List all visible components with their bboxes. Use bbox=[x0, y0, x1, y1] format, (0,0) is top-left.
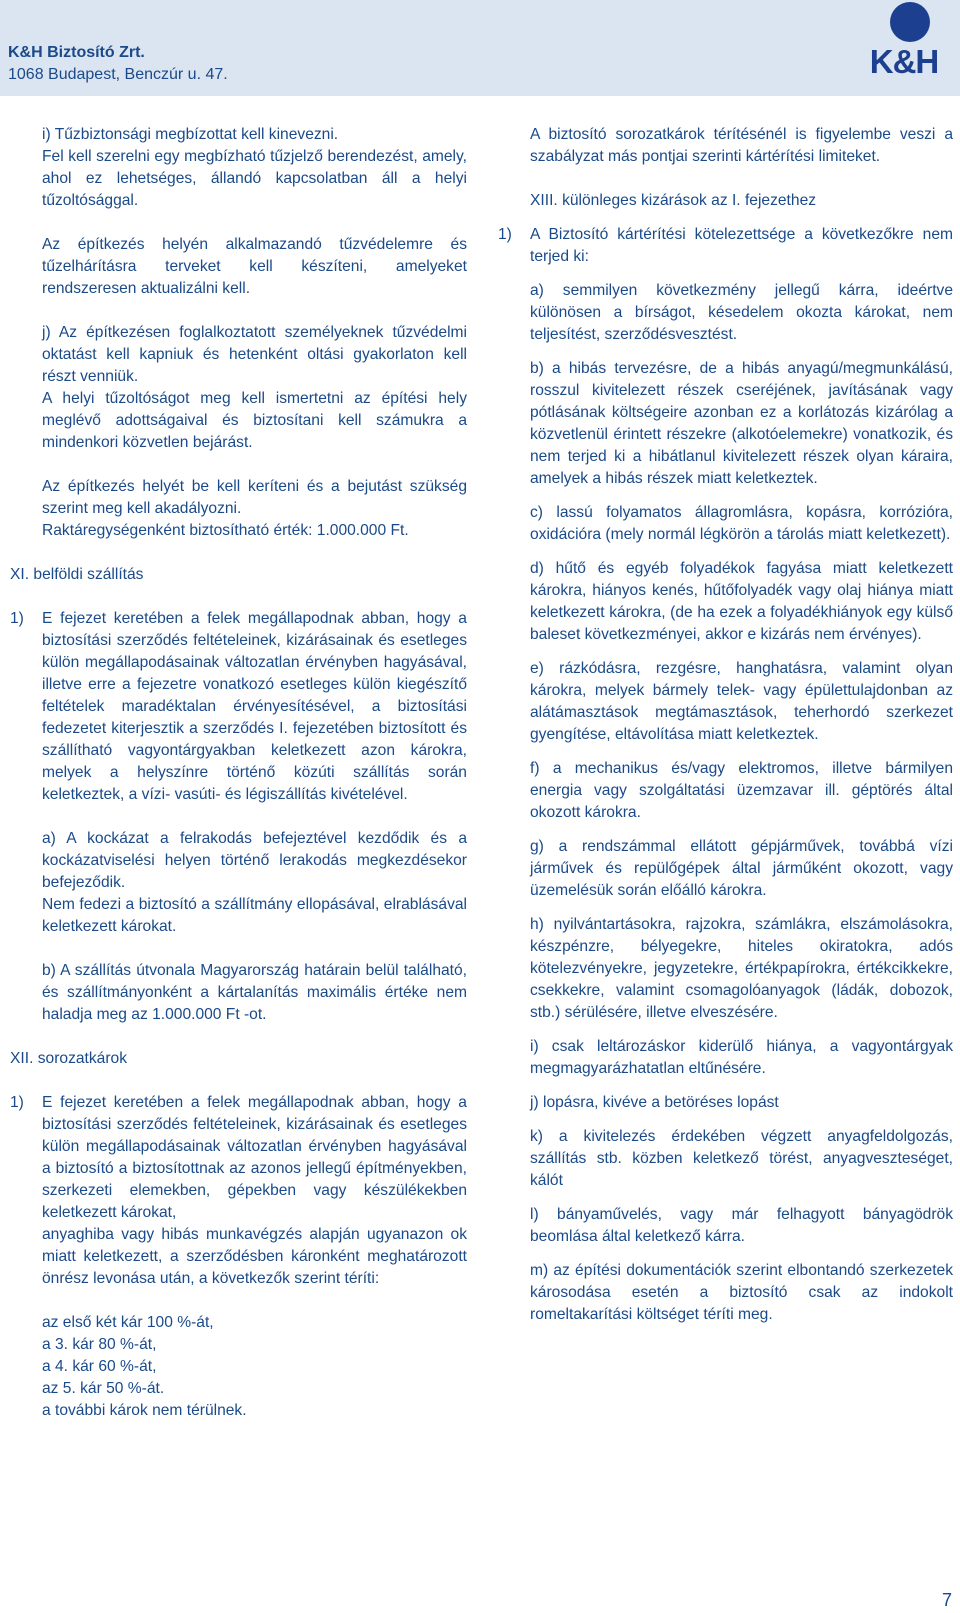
paragraph: j) Az építkezésen foglalkoztatott személyeknek tűzvédelmi oktatást kell kapniuk és hetenként oltási gyakorlaton kell részt venniük. bbox=[42, 324, 467, 385]
company-info bbox=[8, 42, 228, 86]
paragraph: anyaghiba vagy hibás munkavégzés alapján ugyanazon ok miatt keletkezett, a szerződésben káronként meghatározott önrész levonása után, a következők szerint téríti: bbox=[42, 1226, 467, 1287]
left-column bbox=[10, 124, 467, 1422]
logo-circle-icon bbox=[890, 2, 930, 42]
exclusion-item: a) semmilyen következmény jellegű kárra, ideértve különösen a bírságot, késedelem okozta károkat, nem teljesítést, szerződésvesztést. bbox=[530, 282, 953, 343]
paragraph: A biztosító sorozatkárok térítésénél is figyelembe veszi a szabályzat más pontjai szerinti kártérítési limiteket. bbox=[530, 126, 953, 165]
exclusion-item: b) a hibás tervezésre, de a hibás anyagú/megmunkálású, rosszul kivitelezett részek cseréjének, javításának vagy pótlásának költségeire azonban ez a korlátozás kizárólag a közvetlenül érintett részekre (alkotóelemekre) vonatkozik, és nem terjed ki a hibátlanul kivitelezett részek olyan káraira, amelyek a hibás részek miatt keletkeztek. bbox=[530, 360, 953, 487]
paragraph: A Biztosító kártérítési kötelezettsége a következőkre nem terjed ki: bbox=[530, 226, 953, 265]
paragraph: i) Tűzbiztonsági megbízottat kell kinevezni. bbox=[42, 126, 339, 143]
exclusion-item: l) bányaművelés, vagy már felhagyott bányagödrök beomlása által keletkező kárra. bbox=[530, 1206, 953, 1245]
item-number: 1) bbox=[498, 226, 512, 243]
list-item: a 3. kár 80 %-át, bbox=[42, 1336, 157, 1353]
numbered-item bbox=[10, 608, 467, 806]
item-number: 1) bbox=[10, 610, 24, 627]
exclusion-item: g) a rendszámmal ellátott gépjárművek, továbbá vízi járművek és repülőgépek által járműként okozott, vagy üzemelésük során előálló károkra. bbox=[530, 838, 953, 899]
section-heading-xi: XI. belföldi szállítás bbox=[10, 566, 144, 583]
exclusion-item: j) lopásra, kivéve a betöréses lopást bbox=[530, 1094, 779, 1111]
paragraph: E fejezet keretében a felek megállapodnak abban, hogy a biztosítási szerződés feltételeinek, kizárásainak és esetleges külön megállapodásainak változatlan érvényben hagyásával a biztosító a biztosítottnak az azonos jellegű építményekben, szerkezeti elemekben, gépekben vagy készülékekben keletkezett károkat, bbox=[42, 1094, 467, 1221]
paragraph: Az építkezés helyét be kell keríteni és a bejutást szükség szerint meg kell akadályozni. bbox=[42, 478, 467, 517]
exclusion-item: i) csak leltározáskor kiderülő hiánya, a vagyontárgyak megmagyarázhatatlan eltűnésére. bbox=[530, 1038, 953, 1077]
rate-list bbox=[42, 1312, 467, 1422]
exclusion-item: e) rázkódásra, rezgésre, hanghatásra, valamint olyan károkra, melyek bármely telek- vagy épülettulajdonban az alátámasztások megtámasztások, teherhordó szerkezet gyengítése, eltávolítása miatt keletkeztek. bbox=[530, 660, 953, 743]
list-item: az első két kár 100 %-át, bbox=[42, 1314, 214, 1331]
company-address: 1068 Budapest, Benczúr u. 47. bbox=[8, 66, 228, 83]
page-header bbox=[0, 0, 960, 96]
paragraph: Fel kell szerelni egy megbízható tűzjelző berendezést, amely, ahol ez lehetséges, állandó kapcsolatban áll a helyi tűzoltósággal. bbox=[42, 148, 467, 209]
exclusion-item: m) az építési dokumentációk szerint elbontandó szerkezetek károsodása esetén a biztosító csak az indokolt romeltakarítási költséget téríti meg. bbox=[530, 1262, 953, 1323]
company-name: K&H Biztosító Zrt. bbox=[8, 44, 145, 61]
section-heading-xii: XII. sorozatkárok bbox=[10, 1050, 127, 1067]
numbered-item bbox=[498, 224, 953, 268]
list-item: a további károk nem térülnek. bbox=[42, 1402, 247, 1419]
paragraph: Raktáregységenként biztosítható érték: 1.000.000 Ft. bbox=[42, 522, 409, 539]
logo-text: K&H bbox=[869, 43, 939, 80]
right-column bbox=[498, 124, 953, 1326]
paragraph: Az építkezés helyén alkalmazandó tűzvédelemre és tűzelhárításra terveket kell készíteni, amelyeket rendszeresen aktualizálni kell. bbox=[42, 236, 467, 297]
exclusion-item: f) a mechanikus és/vagy elektromos, illetve bármilyen energia vagy szolgáltatási üzemzavar ill. géptörés által okozott károkra. bbox=[530, 760, 953, 821]
paragraph: E fejezet keretében a felek megállapodnak abban, hogy a biztosítási szerződés feltételeinek, kizárásainak és esetleges külön megállapodásainak változatlan érvényben hagyásával, illetve erre a fejezetre vonatkozó esetleges külön kiegészítő feltételek maradéktalan érvényesítésével, a biztosítási fedezetet kiterjesztik a szerződés I. fejezetében biztosított és szállítható vagyontárgyakban keletkezett azon károkra, melyek a helyszínre történő közúti szállítás során keletkeztek, a vízi- vasúti- és légiszállítás kivételével. bbox=[42, 610, 467, 803]
exclusion-item: k) a kivitelezés érdekében végzett anyagfeldolgozás, szállítás stb. közben keletkező törést, anyagveszteséget, kálót bbox=[530, 1128, 953, 1189]
exclusion-item: d) hűtő és egyéb folyadékok fagyása miatt keletkezett károkra, hiányos kenés, hűtőfolyadék vagy olaj hiánya miatt keletkezett károkra, (de ha ezek a folyadékhiányok egy külső baleset következményei, akkor e kizárás nem érvényes). bbox=[530, 560, 953, 643]
exclusion-item: c) lassú folyamatos állagromlásra, kopásra, korrózióra, oxidációra (mely normál légkörön a tárolás miatt keletkezett). bbox=[530, 504, 953, 543]
list-item: a 4. kár 60 %-át, bbox=[42, 1358, 157, 1375]
kh-logo bbox=[852, 2, 956, 84]
paragraph: b) A szállítás útvonala Magyarország határain belül található, és szállítmányonként a kártalanítás maximális értéke nem haladja meg az 1.000.000 Ft -ot. bbox=[42, 962, 467, 1023]
paragraph: Nem fedezi a biztosító a szállítmány ellopásával, elrablásával keletkezett károkat. bbox=[42, 896, 467, 935]
paragraph: A helyi tűzoltóságot meg kell ismertetni az építési hely meglévő adottságaival és biztosítani kell számukra a mindenkori közvetlen bejárást. bbox=[42, 390, 467, 451]
list-item: az 5. kár 50 %-át. bbox=[42, 1380, 165, 1397]
exclusion-item: h) nyilvántartásokra, rajzokra, számlákra, elszámolásokra, készpénzre, bélyegekre, hiteles okiratokra, adós kötelezvényekre, jegyzetekre, értékpapírokra, értékcikkekre, csekkekre, valamint csomagolóanyagok (ládák, dobozok, stb.) sérülésére, illetve elveszésére. bbox=[530, 916, 953, 1021]
numbered-item bbox=[10, 1092, 467, 1290]
item-number: 1) bbox=[10, 1094, 24, 1111]
page-number: 7 bbox=[941, 1590, 952, 1610]
paragraph: a) A kockázat a felrakodás befejeztével kezdődik és a kockázatviselési helyen történő lerakodás megkezdésekor befejeződik. bbox=[42, 830, 467, 891]
section-heading-xiii: XIII. különleges kizárások az I. fejezethez bbox=[530, 192, 817, 209]
